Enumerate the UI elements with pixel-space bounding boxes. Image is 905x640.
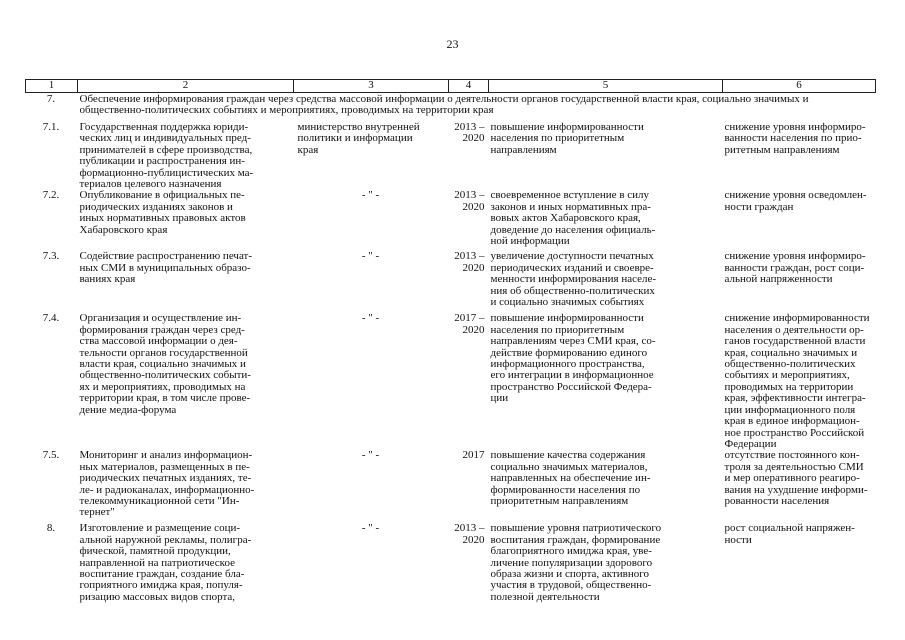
result-text: повышение качества содержания социально значимых материалов, направленных на обеспечение ин- формированности населения по приоритетным направлениям <box>490 449 651 507</box>
measure-text: Изготовление и размещение соци- альной наружной рекламы, полигра- фической, памятной продукции, направленной на патриотическое воспитание граждан, создание бла- гоприятного имиджа края, популя- ризацию массовых видов спорта, <box>79 522 252 603</box>
column-header: 4 <box>449 80 489 93</box>
measure-text: Мониторинг и анализ информацион- ных материалов, размещенных в пе- риодических печатных изданиях, те- ле- и радиоканалах, информационно- телекоммуникационной сети "Ин- тернет" <box>79 449 255 519</box>
table-row <box>26 313 876 450</box>
column-header: 1 <box>26 80 78 93</box>
column-header: 3 <box>294 80 449 93</box>
period-text: 2017 – 2020 <box>454 312 485 336</box>
period-text: 2013 – 2020 <box>454 189 485 213</box>
section-row <box>26 93 876 123</box>
executor-text: - " - <box>361 522 380 535</box>
consequence-text: снижение уровня информиро- ванности населения по прио- ритетным направлениям <box>724 121 866 156</box>
row-number: 7.4. <box>42 312 60 325</box>
period-text: 2013 – 2020 <box>454 121 485 145</box>
executor-text: - " - <box>361 189 380 202</box>
result-text: увеличение доступности печатных периодических изданий и своевре- менности информирования населе- ния об общественно-политических и социально значимых событиях <box>490 250 657 309</box>
consequence-text: снижение уровня информиро- ванности граждан, рост соци- альной напряженности <box>724 250 866 286</box>
consequence-text: рост социальной напряжен- ности <box>724 522 855 546</box>
table-row <box>26 251 876 313</box>
measure-text: Организация и осуществление ин- формирования граждан через сред- ства массовой информации о дея- тельности органов государственной власти края, социально значимых и общественно-политических событи- ях и мероприятиях, проводимых на территории края, в том числе прове- дение медиа-форума <box>79 312 251 416</box>
result-text: повышение уровня патриотического воспитания граждан, формирование благоприятного имиджа края, уве- личение популяризации здорового образа жизни и спорта, активного участия в трудовой, общественно- полезной деятельности <box>490 522 662 603</box>
result-text: своевременное вступление в силу законов и иных нормативных пра- вовых актов Хабаровского края, доведение до населения официаль- ной информации <box>490 189 656 248</box>
result-text: повышение информированности населения по приоритетным направлениям через СМИ края, со- действие формированию единого информационного пространства, его интеграции в информационное пространство Российской Федера- ции <box>490 312 656 405</box>
consequence-text: снижение уровня осведомлен- ности граждан <box>724 189 867 213</box>
row-number: 7.3. <box>42 250 60 263</box>
row-number: 7.1. <box>42 121 60 133</box>
result-text: повышение информированности населения по приоритетным направлениям <box>490 121 644 156</box>
consequence-text: отсутствие постоянного кон- троля за деятельностью СМИ и мер оперативного реагиро- вания на ухудшение информи- рованности населения <box>724 449 868 507</box>
table-header-row <box>26 80 876 93</box>
column-header: 6 <box>723 80 876 93</box>
executor-text: - " - <box>361 312 380 325</box>
table-row <box>26 450 876 523</box>
consequence-text: снижение информированности населения о деятельности ор- ганов государственной власти края, социально значимых и общественно-политических событиях и мероприятиях, проводимых на территории края, эффективности интегра- ции информационного поля края в единое информацион- ное пространство Российской Федерации <box>724 312 870 450</box>
executor-text: - " - <box>361 449 380 462</box>
executor-text: министерство внутренней политики и информации края <box>297 121 420 156</box>
measure-text: Опубликование в официальных пе- риодических изданиях законов и иных нормативных правовых актов Хабаровского края <box>79 189 246 236</box>
section-number: 7. <box>46 93 56 105</box>
measure-text: Содействие распространению печат- ных СМИ в муниципальных образо- ваниях края <box>79 250 253 286</box>
period-text: 2013 – 2020 <box>454 522 485 546</box>
column-header: 2 <box>78 80 294 93</box>
table-row <box>26 523 876 603</box>
table-row <box>26 122 876 190</box>
table-row <box>26 190 876 251</box>
program-table <box>25 79 876 603</box>
section-title: Обеспечение информирования граждан через средства массовой информации о деятельности органов государственной власти края, социально значимых и общественно-политических событиях и мероприятиях, проводимых на территории края <box>79 93 809 117</box>
measure-text: Государственная поддержка юриди- ческих лиц и индивидуальных пред- принимателей в сфере производства, публикации и распространения ин- формационно-публицистических ма- териалов целевого назначения <box>79 121 254 191</box>
column-header: 5 <box>489 80 723 93</box>
row-number: 7.2. <box>42 189 60 202</box>
page-number: 23 <box>446 37 459 51</box>
period-text: 2013 – 2020 <box>454 250 485 274</box>
executor-text: - " - <box>361 250 380 263</box>
period-text: 2017 <box>462 449 485 462</box>
row-number: 7.5. <box>42 449 60 462</box>
row-number: 8. <box>46 522 56 535</box>
